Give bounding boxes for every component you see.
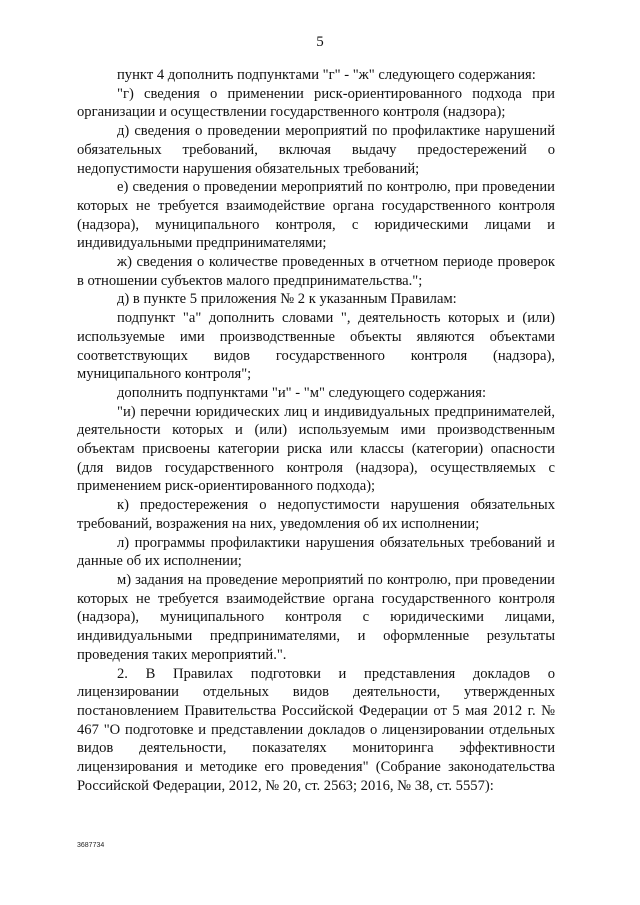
paragraph-11: л) программы профилактики нарушения обязательных требований и данные об их исполнении; — [77, 534, 555, 570]
paragraph-10: к) предостережения о недопустимости нарушения обязательных требований, возражения на них, уведомления об их исполнении; — [77, 497, 555, 532]
paragraph-13: 2. В Правилах подготовки и представления докладов о лицензировании отдельных видов деятельности, утвержденных постановлением Правительства Российской Федерации от 5 мая 2012 г. № 467 "О подготовке и представлении докладов о лицензировании отдельных видов деятельности, показателях мониторинга эффективности лицензирования и методике его проведения" (Собрание законодательства Российской Федерации, 2012, № 20, ст. 2563; 2016, № 38, ст. 5557): — [77, 665, 555, 794]
paragraph-1: пункт 4 дополнить подпунктами "г" - "ж" следующего содержания: — [117, 67, 536, 83]
paragraph-4: е) сведения о проведении мероприятий по контролю, при проведении которых не требуется взаимодействие органа государственного контроля (надзора), муниципального контроля, с юридическими лицами и индивидуальными предпринимателями; — [77, 179, 555, 252]
paragraph-7: подпункт "а" дополнить словами ", деятельность которых и (или) используемые ими производственные объекты являются объектами соответствующих видов государственного контроля (надзора), муниципального контроля"; — [77, 310, 555, 383]
paragraph-6: д) в пункте 5 приложения № 2 к указанным Правилам: — [117, 291, 457, 308]
page-number: 5 — [316, 34, 324, 50]
paragraph-2: "г) сведения о применении риск-ориентированного подхода при организации и осуществлении государственного контроля (надзора); — [77, 85, 555, 121]
paragraph-12: м) задания на проведение мероприятий по контролю, при проведении которых не требуется взаимодействие органа государственного контроля (надзора), муниципального контроля с юридическими лицами, индивидуальными предпринимателями, и оформленные результаты проведения таких мероприятий.". — [77, 571, 555, 663]
paragraph-3: д) сведения о проведении мероприятий по профилактике нарушений обязательных требований, включая выдачу предостережений о недопустимости нарушения обязательных требований; — [77, 123, 555, 177]
paragraph-8: дополнить подпунктами "и" - "м" следующего содержания: — [117, 384, 487, 401]
paragraph-9: "и) перечни юридических лиц и индивидуальных предпринимателей, деятельности которых и (или) используемым ими производственным объектам присвоены категории риска или классы (категории) опасности (для видов государственного контроля (надзора), осуществляемых с применением риск-ориентированного подхода); — [77, 403, 555, 495]
document-code: 3687734 — [77, 842, 105, 849]
document-body — [77, 66, 555, 795]
paragraph-5: ж) сведения о количестве проведенных в отчетном периоде проверок в отношении субъектов малого предпринимательства."; — [77, 254, 555, 289]
